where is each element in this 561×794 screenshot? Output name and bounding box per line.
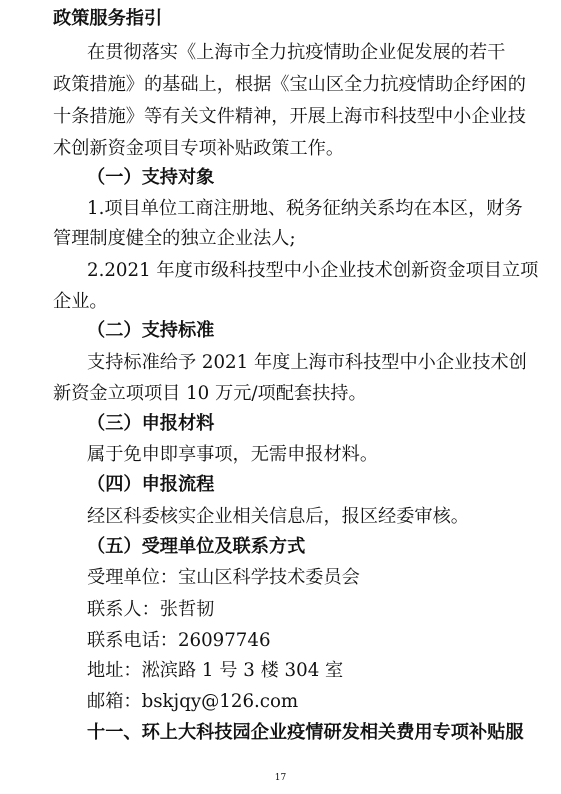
contact-unit: 受理单位：宝山区科学技术委员会 — [87, 567, 360, 588]
section-3-text: 属于免申即享事项，无需申报材料。 — [87, 444, 379, 465]
section-heading: 政策服务指引 — [53, 8, 163, 29]
intro-line-4: 术创新资金项目专项补贴政策工作。 — [53, 138, 345, 159]
section-2-line-2: 新资金立项项目 10 万元/项配套扶持。 — [53, 383, 367, 404]
intro-line-2: 政策措施》的基础上，根据《宝山区全力抗疫情助企纾困的 — [53, 74, 526, 95]
section-1-item-1: 1.项目单位工商注册地、税务征纳关系均在本区，财务 — [87, 198, 523, 219]
intro-line-1: 在贯彻落实《上海市全力抗疫情助企业促发展的若干 — [87, 42, 506, 63]
section-1-item-1-cont: 管理制度健全的独立企业法人; — [53, 228, 296, 249]
contact-phone: 联系电话：26097746 — [87, 630, 271, 651]
section-5-title: （五）受理单位及联系方式 — [87, 536, 306, 557]
contact-email: 邮箱：bskjqy@126.com — [87, 691, 299, 712]
section-1-item-2-cont: 企业。 — [53, 291, 108, 312]
section-2-title: （二）支持标准 — [87, 320, 215, 341]
section-2-line-1: 支持标准给予 2021 年度上海市科技型中小企业技术创 — [87, 352, 527, 373]
section-4-title: （四）申报流程 — [87, 474, 215, 495]
section-1-item-2: 2.2021 年度市级科技型中小企业技术创新资金项目立项 — [87, 260, 539, 281]
section-1-title: （一）支持对象 — [87, 167, 215, 188]
section-4-text: 经区科委核实企业相关信息后，报区经委审核。 — [87, 506, 469, 527]
section-3-title: （三）申报材料 — [87, 413, 215, 434]
page-number: 17 — [274, 773, 287, 783]
contact-person: 联系人：张哲韧 — [87, 599, 215, 620]
intro-line-3: 十条措施》等有关文件精神，开展上海市科技型中小企业技 — [53, 106, 526, 127]
next-section-heading: 十一、环上大科技园企业疫情研发相关费用专项补贴服 — [87, 722, 524, 743]
contact-address: 地址：淞滨路 1 号 3 楼 304 室 — [87, 660, 344, 681]
